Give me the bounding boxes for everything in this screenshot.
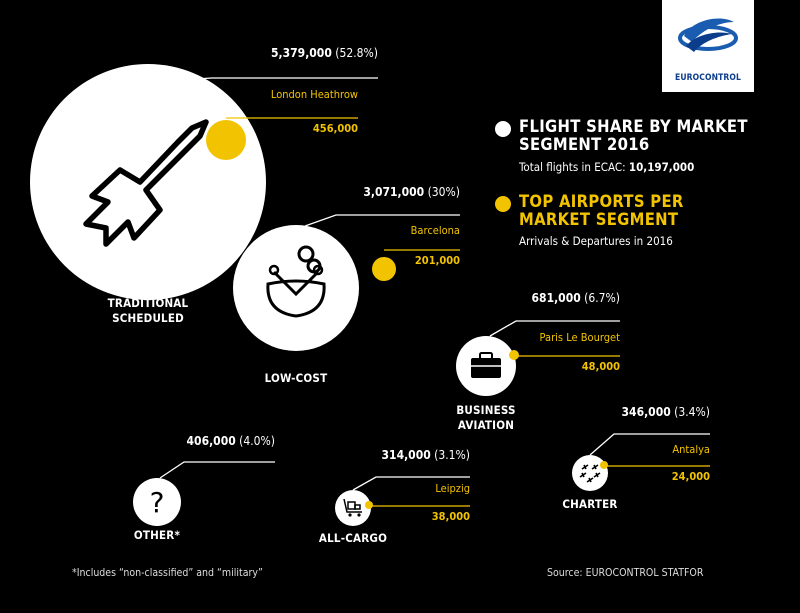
segment-name: CHARTER (562, 497, 618, 511)
segment-flights-value: 346,000 (621, 405, 671, 419)
segment-share: (52.8%) (331, 46, 378, 60)
airport-bubble (509, 350, 519, 360)
airport-bubble (600, 461, 608, 469)
segment-flights-label (382, 448, 470, 462)
segment-name: OTHER* (133, 528, 181, 542)
segment-flights-value: 681,000 (531, 291, 581, 305)
segment-name: ALL-CARGO (318, 531, 388, 545)
total-flights-label: Total flights in ECAC: (519, 160, 626, 174)
airport-bubble (372, 257, 396, 281)
segment-flights-value: 3,071,000 (363, 185, 425, 199)
legend-airports-sub: Arrivals & Departures in 2016 (519, 234, 673, 248)
segment-share: (3.1%) (430, 448, 470, 462)
legend-total-flights (519, 160, 694, 174)
airport-name: London Heathrow (270, 88, 358, 101)
airport-legend-dot (495, 196, 511, 212)
airport-name: Leipzig (435, 482, 470, 495)
segment-share: (4.0%) (235, 434, 275, 448)
segment-flights-label (622, 405, 710, 419)
segment-name: BUSINESS AVIATION (456, 403, 516, 432)
segment-flights-label (532, 291, 620, 305)
segment-bubble (233, 225, 359, 351)
segment-name: LOW-COST (264, 371, 328, 385)
segment-bubble (335, 490, 371, 526)
segment-name: TRADITIONAL SCHEDULED (107, 296, 189, 325)
airport-bubble (206, 120, 246, 160)
airport-flights: 456,000 (312, 122, 358, 135)
briefcase-icon (471, 358, 501, 378)
airport-flights: 201,000 (414, 254, 460, 267)
airport-flights: 48,000 (581, 360, 620, 373)
airport-name: Barcelona (410, 224, 460, 237)
airport-bubble (365, 501, 373, 509)
segment-flights-value: 5,379,000 (271, 46, 332, 60)
logo-text: EUROCONTROL (675, 73, 741, 83)
legend-title-top-airports: TOP AIRPORTS PER MARKET SEGMENT (519, 192, 684, 229)
segment-bubble (30, 64, 266, 300)
footnote: *Includes “non-classified” and “military” (72, 567, 263, 579)
source: Source: EUROCONTROL STATFOR (547, 567, 704, 579)
legend-title-flight-share: FLIGHT SHARE BY MARKET SEGMENT 2016 (519, 117, 748, 154)
airport-name: Paris Le Bourget (539, 331, 620, 344)
segment-legend-dot (495, 121, 511, 137)
airport-flights: 24,000 (671, 470, 710, 483)
eurocontrol-logo (662, 0, 754, 92)
eurocontrol-logo-icon (662, 0, 754, 70)
segment-other (133, 462, 275, 526)
segment-flights-label (187, 434, 275, 448)
airport-flights: 38,000 (431, 510, 470, 523)
segment-flights-value: 314,000 (381, 448, 431, 462)
segment-share: (6.7%) (580, 291, 620, 305)
segment-bubble (572, 455, 608, 491)
question-icon: ? (149, 486, 165, 519)
segment-flights-value: 406,000 (186, 434, 236, 448)
segment-leader-line (180, 78, 378, 80)
total-flights-value: 10,197,000 (628, 160, 695, 174)
airport-name: Antalya (672, 443, 710, 456)
segment-leader-line (160, 462, 275, 478)
segment-share: (30%) (424, 185, 460, 199)
segment-flights-label (271, 46, 378, 60)
segment-flights-label (363, 185, 460, 199)
segment-share: (3.4%) (670, 405, 710, 419)
